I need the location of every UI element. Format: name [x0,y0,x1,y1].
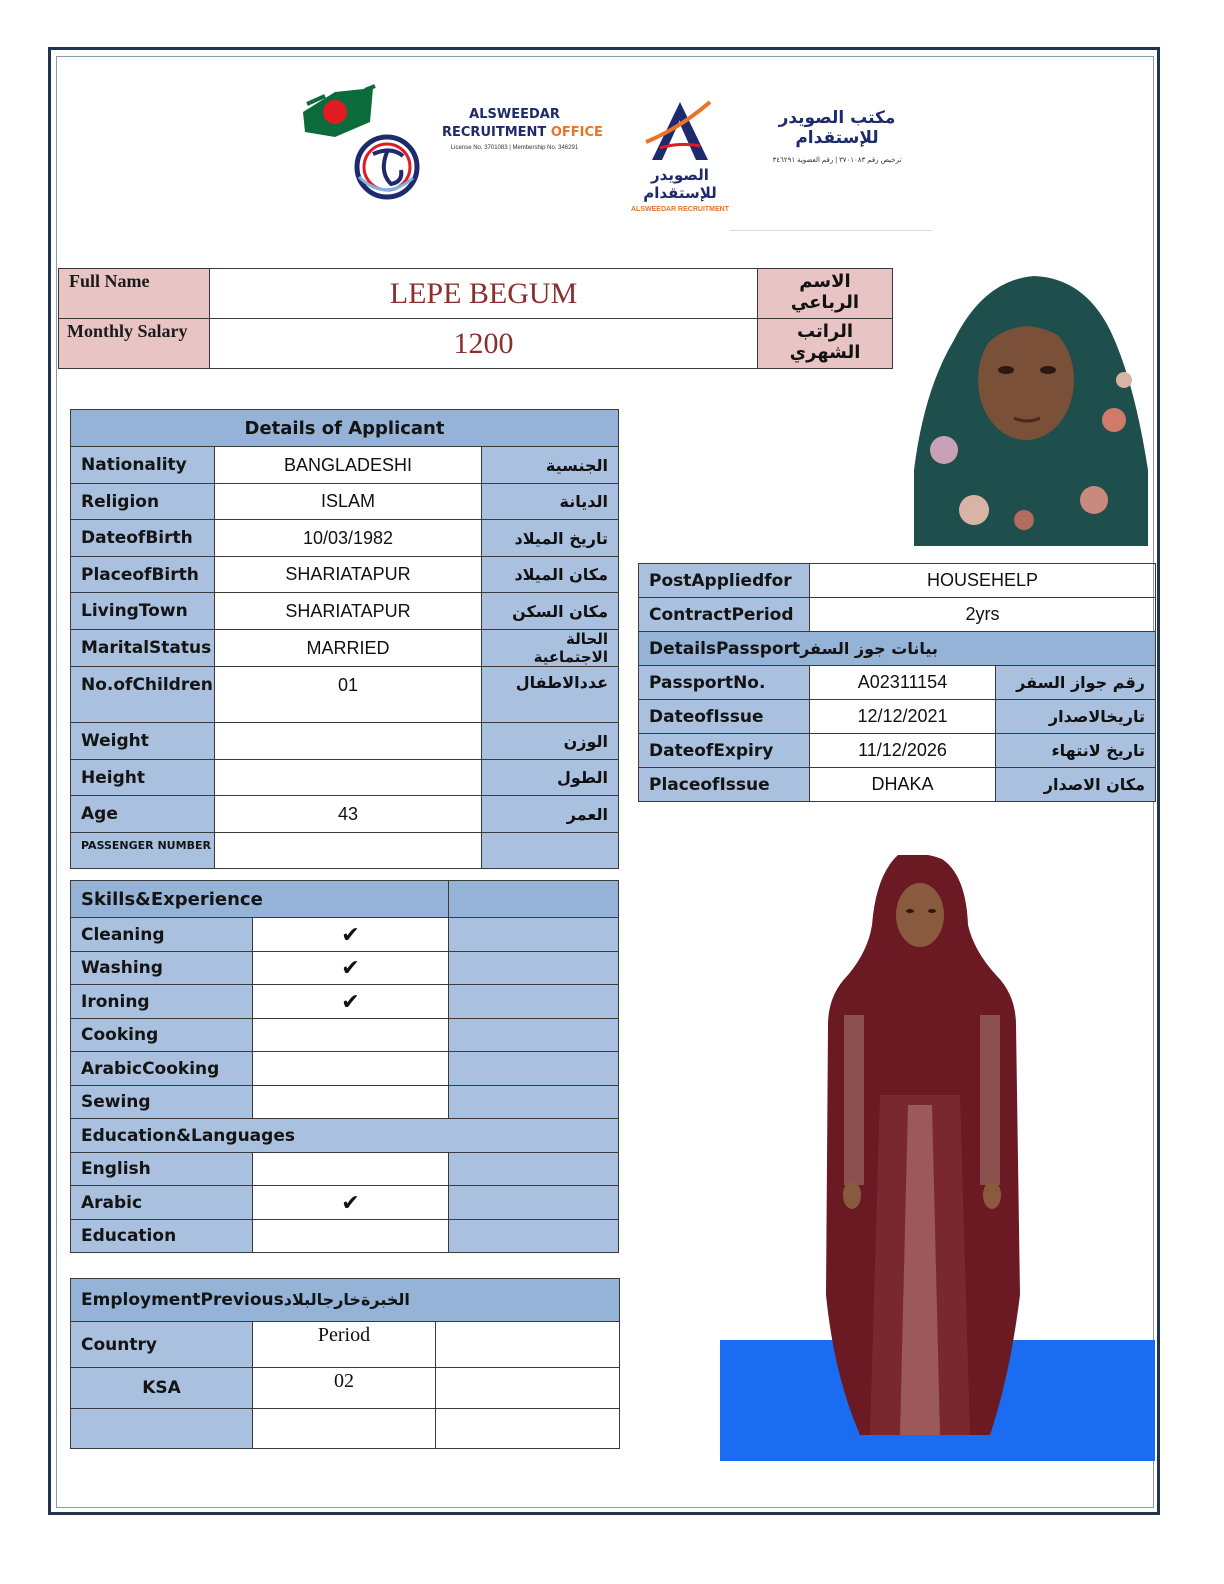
employment-header-extra [436,1322,620,1368]
post-passport-table [638,563,1156,802]
dob-ar-label: تاريخ الميلاد [482,520,619,557]
contract-period-label: ContractPeriod [639,598,810,632]
details-of-applicant-table [70,409,619,869]
skill-cleaning-extra [449,918,619,952]
nationality-label: Nationality [71,447,215,484]
full-name-value: LEPE BEGUM [210,269,758,319]
passenger-number-ar-label [482,833,619,869]
full-name-label: Full Name [59,269,210,319]
dob-value: 10/03/1982 [215,520,482,557]
children-label: No.ofChildren [71,667,215,723]
employment-row-extra [436,1368,620,1409]
height-value [215,760,482,796]
place-of-issue-ar-label: مكان الاصدار [996,768,1156,802]
monthly-salary-label: Monthly Salary [59,319,210,369]
education-label: Education [71,1220,253,1253]
skills-title-blank [449,881,619,918]
skills-title: Skills&Experience [71,881,449,918]
alsweedar-a-logo-icon [640,98,720,168]
skill-cleaning-check-icon: ✔ [253,918,449,952]
lang-english-check-icon [253,1153,449,1186]
skill-cooking-label: Cooking [71,1019,253,1052]
date-of-issue-value: 12/12/2021 [810,700,996,734]
skill-cleaning-label: Cleaning [71,918,253,952]
religion-label: Religion [71,484,215,520]
skill-sewing-label: Sewing [71,1086,253,1119]
skill-cooking-extra [449,1019,619,1052]
place-of-birth-value: SHARIATAPUR [215,557,482,593]
lang-arabic-label: Arabic [71,1186,253,1220]
marital-status-label: MaritalStatus [71,630,215,667]
date-of-expiry-value: 11/12/2026 [810,734,996,768]
name-salary-table [58,268,893,369]
marital-status-ar-label: الحالة الاجتماعية [482,630,619,667]
center-logo-text: الصويدر للإستقدام ALSWEEDAR RECRUITMENT [631,166,729,213]
employment-empty-period [253,1409,436,1449]
living-town-label: LivingTown [71,593,215,630]
skill-arabic-cooking-check-icon [253,1052,449,1086]
skill-ironing-label: Ironing [71,985,253,1019]
nationality-value: BANGLADESHI [215,447,482,484]
lang-english-extra [449,1153,619,1186]
education-check-icon [253,1220,449,1253]
employment-title [71,1279,620,1322]
passport-no-value: A02311154 [810,666,996,700]
employment-country-value: KSA [71,1368,253,1409]
education-extra [449,1220,619,1253]
details-title: Details of Applicant [71,410,619,447]
skill-ironing-check-icon: ✔ [253,985,449,1019]
skill-arabic-cooking-extra [449,1052,619,1086]
weight-value [215,723,482,760]
logo-divider [730,230,932,231]
date-of-expiry-label: DateofExpiry [639,734,810,768]
religion-ar-label: الديانة [482,484,619,520]
passport-no-label: PassportNo. [639,666,810,700]
children-ar-label: عددالاطفال [482,667,619,723]
living-town-ar-label: مكان السكن [482,593,619,630]
skill-sewing-check-icon [253,1086,449,1119]
height-ar-label: الطول [482,760,619,796]
place-of-issue-label: PlaceofIssue [639,768,810,802]
employment-title-ar: الخبرةخارجالبلاد [283,1290,410,1309]
bangladesh-flag-logo [295,82,425,207]
weight-label: Weight [71,723,215,760]
weight-ar-label: الوزن [482,723,619,760]
applicant-headshot-photo [914,270,1148,546]
passport-title-en: DetailsPassport [649,638,801,659]
skill-washing-check-icon: ✔ [253,952,449,985]
age-ar-label: العمر [482,796,619,833]
employment-empty-country [71,1409,253,1449]
skill-cooking-check-icon [253,1019,449,1052]
employment-title-en: EmploymentPrevious [81,1290,284,1310]
passenger-number-label: PASSENGER NUMBER [71,833,215,869]
monthly-salary-value: 1200 [210,319,758,369]
place-of-issue-value: DHAKA [810,768,996,802]
children-value: 01 [215,667,482,723]
lang-arabic-extra [449,1186,619,1220]
alsweedar-logo-text: ALSWEEDAR RECRUITMENT OFFICE License No. 3701083 | Membership No. 346291 [442,107,603,151]
place-of-birth-ar-label: مكان الميلاد [482,557,619,593]
skill-washing-extra [449,952,619,985]
post-applied-value: HOUSEHELP [810,564,1156,598]
nationality-ar-label: الجنسية [482,447,619,484]
skill-ironing-extra [449,985,619,1019]
skill-arabic-cooking-label: ArabicCooking [71,1052,253,1086]
dob-label: DateofBirth [71,520,215,557]
lang-english-label: English [71,1153,253,1186]
monthly-salary-ar-label: الراتب الشهري [758,319,893,369]
full-name-ar-label: الاسم الرباعي [758,269,893,319]
passport-no-ar-label: رقم جواز السفر [996,666,1156,700]
age-value: 43 [215,796,482,833]
date-of-expiry-ar-label: تاريخ لانتهاء [996,734,1156,768]
right-arabic-logo: مكتب الصويدر للإستقدام ترخيص رقم ٣٧٠١٠٨٣ | رقم العضوية ٣٤٦٢٩١ [772,108,902,164]
lang-arabic-check-icon: ✔ [253,1186,449,1220]
contract-period-value: 2yrs [810,598,1156,632]
employment-empty-extra [436,1409,620,1449]
period-label: Period [253,1322,436,1368]
country-label: Country [71,1322,253,1368]
skill-washing-label: Washing [71,952,253,985]
date-of-issue-label: DateofIssue [639,700,810,734]
age-label: Age [71,796,215,833]
skills-experience-table [70,880,619,1253]
education-title: Education&Languages [71,1119,619,1153]
date-of-issue-ar-label: تاريخالاصدار [996,700,1156,734]
skill-sewing-extra [449,1086,619,1119]
marital-status-value: MARRIED [215,630,482,667]
place-of-birth-label: PlaceofBirth [71,557,215,593]
post-applied-label: PostAppliedfor [639,564,810,598]
applicant-full-body-photo [820,855,1024,1440]
passenger-number-value [215,833,482,869]
employment-period-value: 02 [253,1368,436,1409]
height-label: Height [71,760,215,796]
passport-title [639,632,1156,666]
employment-previous-table [70,1278,620,1449]
religion-value: ISLAM [215,484,482,520]
passport-title-ar: بيانات جوز السفر [800,638,938,658]
living-town-value: SHARIATAPUR [215,593,482,630]
